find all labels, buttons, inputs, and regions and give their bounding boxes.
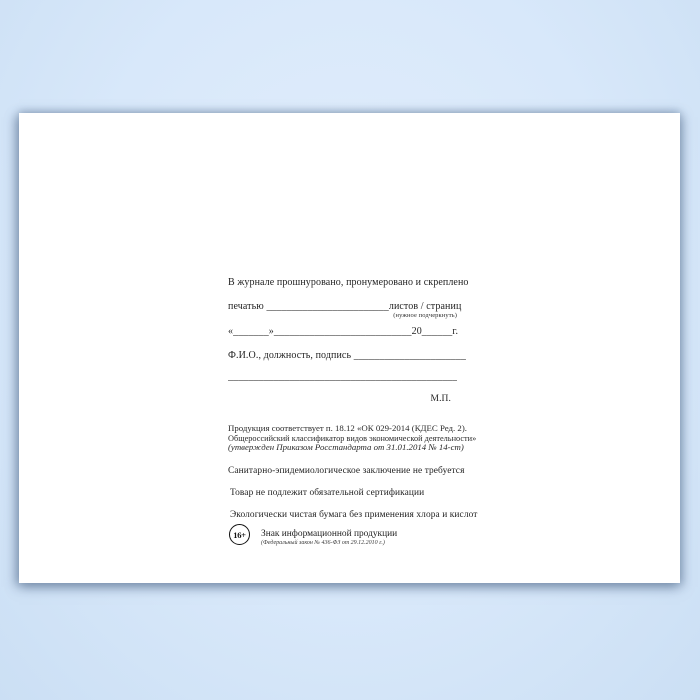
compliance-paragraph [228,423,477,452]
blank-fill-in-line: _____________________________________________ [228,371,457,382]
compliance-line-1: Продукция соответствует п. 18.12 «ОК 029-2014 (КДЕС Ред. 2). [228,423,467,433]
lacing-statement-line: В журнале прошнуровано, пронумеровано и скреплено [228,277,469,288]
info-product-mark-label: Знак информационной продукции [261,529,398,539]
stamp-place-label: М.П. [430,394,451,404]
seal-sheets-pages-line: печатью ________________________листов / страниц [228,301,462,312]
sanitary-statement: Санитарно-эпидемиологическое заключение не требуется [228,466,465,476]
underline-applicable-note: (нужное подчеркнуть) [393,312,457,319]
age-rating-row [228,524,457,547]
compliance-line-3: (утвержден Приказом Росстандарта от 31.01.2014 № 14-ст) [228,441,464,452]
date-fill-in-line: «_______»___________________________20______г. [228,326,459,337]
age-rating-text [250,524,397,547]
compliance-line-2: Общероссийский классификатор видов экономической деятельности» [228,433,477,443]
journal-back-page [19,113,680,583]
eco-paper-statement: Экологически чистая бумага без применения хлора и кислот [230,510,478,520]
page-text-block [228,113,478,583]
name-position-signature-line: Ф.И.О., должность, подпись ______________________ [228,350,466,361]
federal-law-note: (Федеральный закон № 436-ФЗ от 29.12.2010 г.) [261,539,385,546]
age-rating-16-icon: 16+ [229,524,250,545]
certification-statement: Товар не подлежит обязательной сертификации [230,488,425,498]
